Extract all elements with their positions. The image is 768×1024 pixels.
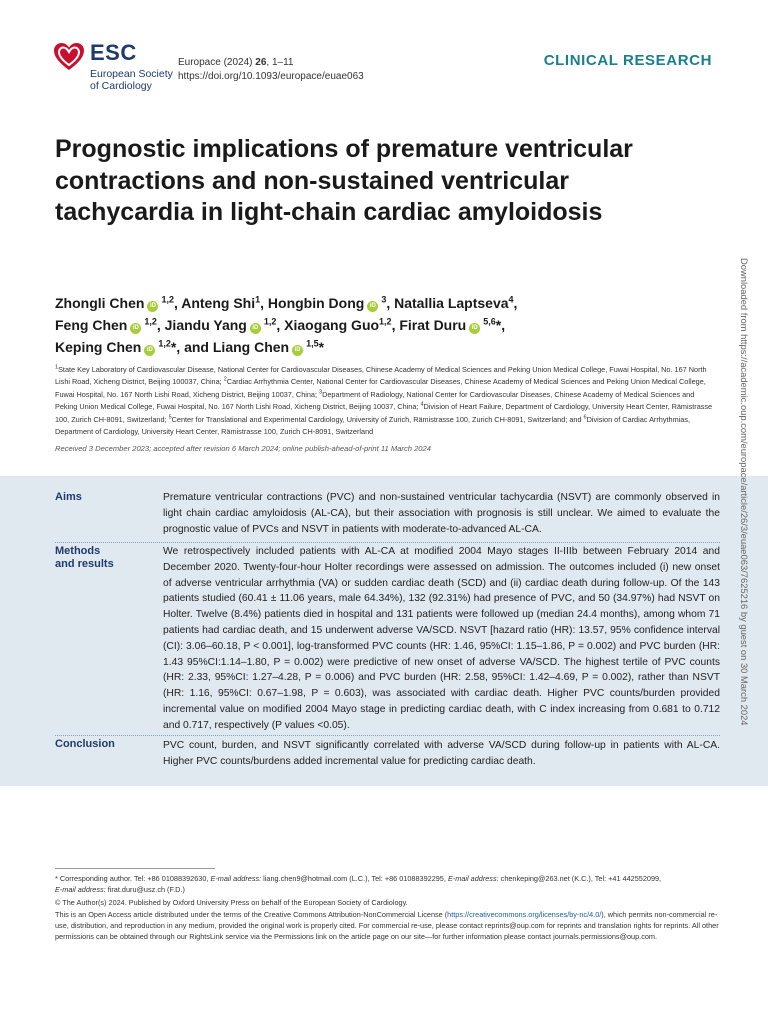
author (181, 295, 268, 311)
orcid-icon[interactable]: iD (147, 301, 158, 312)
author-separator: , (513, 295, 518, 311)
orcid-icon[interactable]: iD (250, 323, 261, 334)
section-divider (55, 542, 720, 543)
affiliation-text: Division of Heart Failure, Department of Cardiology, University Heart Center, Rämistrasse 100, Zurich CH-8091, Switzerland; (55, 402, 713, 424)
author (399, 317, 505, 333)
author-affiliation-marker: 3 (381, 294, 387, 305)
footnote-rule (55, 868, 215, 869)
author (55, 339, 213, 355)
author-name: Natallia Laptseva (394, 295, 509, 311)
author-affiliation-marker: 5,6 (483, 316, 496, 327)
license-link[interactable]: https://creativecommons.org/licenses/by-nc/4.0/ (447, 910, 602, 919)
author-separator: *, (495, 317, 506, 333)
esc-logo (52, 38, 172, 98)
download-watermark: Downloaded from https://academic.oup.com/europace/article/26/3/euae063/7625216 by guest on 30 March 2024 (739, 258, 750, 726)
orcid-icon[interactable]: iD (469, 323, 480, 334)
author-separator: , (386, 295, 395, 311)
author-affiliation-marker: 1,2 (263, 316, 277, 327)
aims-label: Aims (55, 491, 82, 503)
author-affiliation-marker: 1,2 (379, 316, 392, 327)
author (213, 339, 324, 355)
received-dates: Received 3 December 2023; accepted after revision 6 March 2024; online publish-ahead-of-print 11 March 2024 (55, 444, 431, 453)
author-name: Feng Chen (55, 317, 128, 333)
affiliation-text: Division of Cardiac Arrhythmias, Department of Cardiology, University Heart Center, Rämistrasse 100, Zurich CH-8091, Switzerland (55, 414, 691, 437)
affiliations (55, 364, 715, 438)
author-name: Keping Chen (55, 339, 142, 355)
orcid-icon[interactable]: iD (367, 301, 378, 312)
author-affiliation-marker: 1,5 (306, 338, 319, 349)
section-label: CLINICAL RESEARCH (543, 52, 712, 69)
logo-text: ESC (90, 40, 137, 65)
author-name: Zhongli Chen (55, 295, 145, 311)
author-name: Firat Duru (399, 317, 467, 333)
author-separator: , (173, 295, 182, 311)
author-separator: , (260, 295, 268, 311)
author-separator: , (156, 317, 165, 333)
author-name: Liang Chen (212, 339, 290, 355)
article-title: Prognostic implications of premature ventricular contractions and non-sustained ventricular tachycardia in light-chain cardiac amyloidosis (55, 135, 633, 226)
author-separator: , (391, 317, 400, 333)
author (394, 295, 517, 311)
aims-text: Premature ventricular contractions (PVC) and non-sustained ventricular tachycardia (NSVT) are commonly observed in light chain cardiac amyloidosis (AL-CA), but their association with prognosis is still unclear. We aimed to evaluate the prognostic value of PVCs and NSVT in patients with moderate-to-advanced AL-CA. (163, 492, 720, 535)
author-separator: *, and (170, 339, 213, 355)
affiliation-text: Department of Radiology, National Center for Cardiovascular Diseases, Chinese Academy of Medical Sciences and Peking Union Medical College, Fuwai Hospital, No. 167 North Lishi Road, Xicheng District, Beijing 10037, China; (55, 389, 695, 412)
author-affiliation-marker: 1,2 (161, 294, 174, 305)
affiliation-marker: 1 (55, 364, 59, 371)
heart-icon (52, 40, 86, 74)
methods-results-text: We retrospectively included patients with AL-CA at modified 2004 Mayo stages II-IIIb between February 2014 and December 2020. Twenty-four-hour Holter recordings were assessed on admission. The outcomes included (i) new onset of adverse ventricular arrhythmia (VA) or sudden cardiac death (SCD) and (ii) cardiac death during follow-up. Of the 143 patients studied (60.41 ± 11.06 years, male 64.34%), 132 (92.31%) had presence of PVC, and 50 (34.97%) had NSVT on Holter. Twelve (8.4%) patients died in hospital and 131 patients were followed up (median 24.4 months), among whom 71 patients had cardiac death, and 15 underwent adverse VA/SCD. NSVT [hazard ratio (HR): 13.57, 95% confidence interval (CI): 3.06–60.18, P < 0.001], log-transformed PVC counts (HR: 1.46, 95%CI: 1.15–1.86, P = 0.002) and PVC burden (HR: 1.43 95%CI:1.14–1.80, P = 0.002) were predictive of new onset of adverse VA/SCD. The highest tertile of PVC counts (HR: 2.33, 95%CI: 1.27–4.28, P = 0.006) and PVC burden (HR: 2.58, 95%CI: 1.42–4.69, P = 0.002), rather than NSVT (HR: 1.16, 95%CI: 0.67–1.98, P = 0.603), was associated with cardiac death. Higher PVC counts/burden provided incremental value on modified 2004 Mayo stage in predicting cardiac death, with C index increasing from 0.681 to 0.712 and 0.717, respectively (P values <0.05). (163, 546, 720, 731)
author (55, 317, 165, 333)
corresponding-author-note: * Corresponding author. Tel: +86 01088392630, E-mail address: liang.chen9@hotmail.com (L.C.), Tel: +86 01088392295, E-mail address: chenkeping@263.net (K.C.), Tel: +41 442552099, E-mail address: firat.duru@usz.ch (F.D.) (55, 874, 662, 894)
affiliation-marker: 2 (223, 376, 227, 383)
author-affiliation-marker: 1,2 (158, 338, 171, 349)
author (55, 295, 181, 311)
orcid-icon[interactable]: iD (130, 323, 141, 334)
affiliation-marker: 4 (420, 401, 424, 408)
affiliation-marker: 6 (583, 414, 587, 421)
affiliation-marker: 5 (168, 414, 172, 421)
author-affiliation-marker: 4 (508, 294, 514, 305)
doi-link[interactable]: https://doi.org/10.1093/europace/euae063 (178, 71, 364, 82)
copyright-note: © The Author(s) 2024. Published by Oxford University Press on behalf of the European Society of Cardiology. (55, 898, 408, 907)
affiliation-text: Cardiac Arrhythmia Center, National Center for Cardiovascular Diseases, Chinese Academy of Medical Sciences and Peking Union Medical College, Fuwai Hospital, No. 167 North Lishi Road, Xicheng District, Beijing 10037, China; (55, 377, 706, 399)
affiliation-marker: 3 (319, 389, 323, 396)
affiliation-text: State Key Laboratory of Cardiovascular Disease, National Center for Cardiovascular Diseases, Chinese Academy of Medical Sciences and Peking Union Medical College, Fuwai Hospital, No. 167 North Lishi Road, Xicheng District, Beijing 100037, China; (55, 365, 707, 387)
conclusion-text: PVC count, burden, and NSVT significantly correlated with adverse VA/SCD during follow-up in patients with AL-CA. Higher PVC counts/burdens added incremental value for predicting cardiac death. (163, 740, 720, 767)
conclusion-label: Conclusion (55, 738, 115, 750)
affiliation-text: Center for Translational and Experimental Cardiology, University of Zurich, Rämistrasse 100, Zurich CH-8091, Switzerland; and (171, 414, 584, 424)
author-name: Xiaogang Guo (284, 317, 380, 333)
society-name: European Society of Cardiology (90, 68, 173, 92)
author-name: Jiandu Yang (164, 317, 247, 333)
structured-abstract (0, 476, 768, 786)
author-list (55, 292, 705, 358)
license-note: This is an Open Access article distributed under the terms of the Creative Commons Attribution-NonCommercial License (https://creativecommons.org/licenses/by-nc/4.0/), which permits non-commercial re-use, distribution, and reproduction in any medium, provided the original work is properly cited. For commercial re-use, please contact reprints@oup.com for reprints and translation rights for reprints. All other permissions can be obtained through our RightsLink service via the Permissions link on the article page on our site—for further information please contact journals.permissions@oup.com. (55, 910, 719, 941)
author (284, 317, 399, 333)
author-name: Anteng Shi (181, 295, 256, 311)
author-name: Hongbin Dong (267, 295, 365, 311)
journal-citation: Europace (2024) 26, 1–11 https://doi.org/10.1093/europace/euae063 (178, 57, 364, 82)
methods-label: Methods and results (55, 545, 114, 570)
author-affiliation-marker: 1,2 (144, 316, 157, 327)
author-separator: * (318, 339, 325, 355)
orcid-icon[interactable]: iD (144, 345, 155, 356)
author-separator: , (276, 317, 285, 333)
author (165, 317, 285, 333)
author-affiliation-marker: 1 (255, 294, 261, 305)
author (268, 295, 394, 311)
section-divider (55, 735, 720, 736)
orcid-icon[interactable]: iD (292, 345, 303, 356)
